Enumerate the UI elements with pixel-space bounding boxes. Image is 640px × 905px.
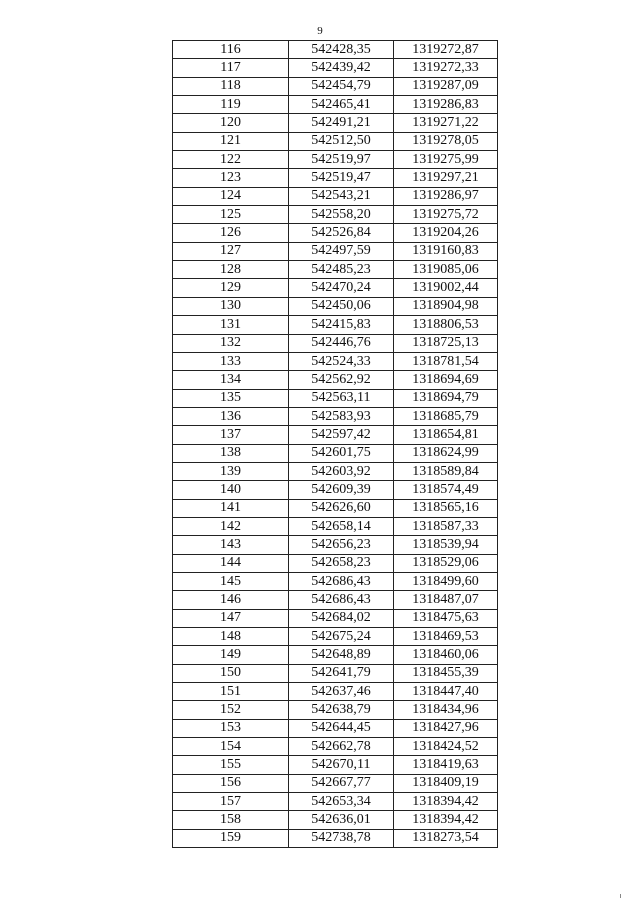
point-number-cell: 154 — [173, 738, 289, 756]
table-row — [173, 242, 498, 260]
point-number-cell: 159 — [173, 829, 289, 847]
point-number-cell: 123 — [173, 169, 289, 187]
y-coordinate-cell: 1318419,63 — [394, 756, 498, 774]
x-coordinate-cell: 542684,02 — [289, 609, 394, 627]
table-row — [173, 151, 498, 169]
point-number-cell: 130 — [173, 297, 289, 315]
point-number-cell: 150 — [173, 664, 289, 682]
x-coordinate-cell: 542662,78 — [289, 738, 394, 756]
point-number-cell: 145 — [173, 572, 289, 590]
table-row — [173, 389, 498, 407]
table-row — [173, 628, 498, 646]
y-coordinate-cell: 1318565,16 — [394, 499, 498, 517]
y-coordinate-cell: 1318487,07 — [394, 591, 498, 609]
y-coordinate-cell: 1319286,83 — [394, 96, 498, 114]
page-number: 9 — [317, 25, 323, 37]
y-coordinate-cell: 1318447,40 — [394, 683, 498, 701]
x-coordinate-cell: 542465,41 — [289, 96, 394, 114]
x-coordinate-cell: 542637,46 — [289, 683, 394, 701]
point-number-cell: 116 — [173, 41, 289, 59]
x-coordinate-cell: 542428,35 — [289, 41, 394, 59]
y-coordinate-cell: 1318434,96 — [394, 701, 498, 719]
x-coordinate-cell: 542450,06 — [289, 297, 394, 315]
point-number-cell: 129 — [173, 279, 289, 297]
x-coordinate-cell: 542686,43 — [289, 591, 394, 609]
y-coordinate-cell: 1319204,26 — [394, 224, 498, 242]
y-coordinate-cell: 1319287,09 — [394, 77, 498, 95]
point-number-cell: 156 — [173, 774, 289, 792]
point-number-cell: 136 — [173, 407, 289, 425]
table-row — [173, 206, 498, 224]
point-number-cell: 138 — [173, 444, 289, 462]
point-number-cell: 126 — [173, 224, 289, 242]
y-coordinate-cell: 1318694,69 — [394, 371, 498, 389]
table-row — [173, 481, 498, 499]
y-coordinate-cell: 1318624,99 — [394, 444, 498, 462]
table-row — [173, 701, 498, 719]
y-coordinate-cell: 1319272,33 — [394, 59, 498, 77]
x-coordinate-cell: 542686,43 — [289, 572, 394, 590]
point-number-cell: 152 — [173, 701, 289, 719]
x-coordinate-cell: 542641,79 — [289, 664, 394, 682]
x-coordinate-cell: 542562,92 — [289, 371, 394, 389]
table-row — [173, 829, 498, 847]
x-coordinate-cell: 542512,50 — [289, 132, 394, 150]
x-coordinate-cell: 542658,23 — [289, 554, 394, 572]
x-coordinate-cell: 542446,76 — [289, 334, 394, 352]
x-coordinate-cell: 542524,33 — [289, 352, 394, 370]
point-number-cell: 120 — [173, 114, 289, 132]
table-row — [173, 77, 498, 95]
y-coordinate-cell: 1318529,06 — [394, 554, 498, 572]
y-coordinate-cell: 1318475,63 — [394, 609, 498, 627]
x-coordinate-cell: 542738,78 — [289, 829, 394, 847]
y-coordinate-cell: 1319160,83 — [394, 242, 498, 260]
x-coordinate-cell: 542491,21 — [289, 114, 394, 132]
y-coordinate-cell: 1318589,84 — [394, 462, 498, 480]
table-row — [173, 462, 498, 480]
point-number-cell: 131 — [173, 316, 289, 334]
x-coordinate-cell: 542439,42 — [289, 59, 394, 77]
y-coordinate-cell: 1319286,97 — [394, 187, 498, 205]
x-coordinate-cell: 542675,24 — [289, 628, 394, 646]
y-coordinate-cell: 1319278,05 — [394, 132, 498, 150]
y-coordinate-cell: 1319272,87 — [394, 41, 498, 59]
point-number-cell: 124 — [173, 187, 289, 205]
y-coordinate-cell: 1318499,60 — [394, 572, 498, 590]
x-coordinate-cell: 542656,23 — [289, 536, 394, 554]
point-number-cell: 157 — [173, 793, 289, 811]
y-coordinate-cell: 1318725,13 — [394, 334, 498, 352]
point-number-cell: 147 — [173, 609, 289, 627]
point-number-cell: 118 — [173, 77, 289, 95]
y-coordinate-cell: 1318685,79 — [394, 407, 498, 425]
y-coordinate-cell: 1318654,81 — [394, 426, 498, 444]
point-number-cell: 143 — [173, 536, 289, 554]
x-coordinate-cell: 542519,47 — [289, 169, 394, 187]
table-row — [173, 756, 498, 774]
x-coordinate-cell: 542644,45 — [289, 719, 394, 737]
point-number-cell: 121 — [173, 132, 289, 150]
x-coordinate-cell: 542658,14 — [289, 517, 394, 535]
table-row — [173, 59, 498, 77]
point-number-cell: 146 — [173, 591, 289, 609]
table-row — [173, 169, 498, 187]
table-row — [173, 646, 498, 664]
y-coordinate-cell: 1319297,21 — [394, 169, 498, 187]
y-coordinate-cell: 1318781,54 — [394, 352, 498, 370]
y-coordinate-cell: 1318904,98 — [394, 297, 498, 315]
y-coordinate-cell: 1318539,94 — [394, 536, 498, 554]
x-coordinate-cell: 542563,11 — [289, 389, 394, 407]
y-coordinate-cell: 1319275,99 — [394, 151, 498, 169]
x-coordinate-cell: 542543,21 — [289, 187, 394, 205]
table-row — [173, 536, 498, 554]
x-coordinate-cell: 542648,89 — [289, 646, 394, 664]
table-row — [173, 371, 498, 389]
table-row — [173, 297, 498, 315]
y-coordinate-cell: 1318460,06 — [394, 646, 498, 664]
table-row — [173, 114, 498, 132]
table-row — [173, 316, 498, 334]
y-coordinate-cell: 1318469,53 — [394, 628, 498, 646]
point-number-cell: 151 — [173, 683, 289, 701]
coordinates-table — [172, 40, 498, 848]
x-coordinate-cell: 542519,97 — [289, 151, 394, 169]
x-coordinate-cell: 542609,39 — [289, 481, 394, 499]
scan-mark — [620, 894, 621, 898]
table-row — [173, 793, 498, 811]
x-coordinate-cell: 542558,20 — [289, 206, 394, 224]
y-coordinate-cell: 1318427,96 — [394, 719, 498, 737]
x-coordinate-cell: 542638,79 — [289, 701, 394, 719]
point-number-cell: 144 — [173, 554, 289, 572]
table-row — [173, 279, 498, 297]
point-number-cell: 119 — [173, 96, 289, 114]
point-number-cell: 125 — [173, 206, 289, 224]
point-number-cell: 148 — [173, 628, 289, 646]
table-row — [173, 41, 498, 59]
point-number-cell: 158 — [173, 811, 289, 829]
table-row — [173, 572, 498, 590]
y-coordinate-cell: 1318394,42 — [394, 811, 498, 829]
x-coordinate-cell: 542670,11 — [289, 756, 394, 774]
point-number-cell: 153 — [173, 719, 289, 737]
table-row — [173, 517, 498, 535]
x-coordinate-cell: 542597,42 — [289, 426, 394, 444]
y-coordinate-cell: 1318273,54 — [394, 829, 498, 847]
table-row — [173, 609, 498, 627]
table-row — [173, 132, 498, 150]
point-number-cell: 149 — [173, 646, 289, 664]
y-coordinate-cell: 1319002,44 — [394, 279, 498, 297]
table-row — [173, 426, 498, 444]
point-number-cell: 127 — [173, 242, 289, 260]
table-row — [173, 444, 498, 462]
table-row — [173, 261, 498, 279]
point-number-cell: 122 — [173, 151, 289, 169]
x-coordinate-cell: 542454,79 — [289, 77, 394, 95]
y-coordinate-cell: 1318409,19 — [394, 774, 498, 792]
point-number-cell: 141 — [173, 499, 289, 517]
table-row — [173, 224, 498, 242]
point-number-cell: 128 — [173, 261, 289, 279]
point-number-cell: 137 — [173, 426, 289, 444]
y-coordinate-cell: 1318394,42 — [394, 793, 498, 811]
x-coordinate-cell: 542526,84 — [289, 224, 394, 242]
table-row — [173, 352, 498, 370]
point-number-cell: 135 — [173, 389, 289, 407]
y-coordinate-cell: 1319085,06 — [394, 261, 498, 279]
x-coordinate-cell: 542603,92 — [289, 462, 394, 480]
table-row — [173, 683, 498, 701]
point-number-cell: 134 — [173, 371, 289, 389]
y-coordinate-cell: 1318694,79 — [394, 389, 498, 407]
table-row — [173, 738, 498, 756]
y-coordinate-cell: 1318455,39 — [394, 664, 498, 682]
table-row — [173, 187, 498, 205]
x-coordinate-cell: 542601,75 — [289, 444, 394, 462]
x-coordinate-cell: 542485,23 — [289, 261, 394, 279]
point-number-cell: 132 — [173, 334, 289, 352]
table-row — [173, 407, 498, 425]
point-number-cell: 133 — [173, 352, 289, 370]
table-row — [173, 811, 498, 829]
y-coordinate-cell: 1318587,33 — [394, 517, 498, 535]
table-row — [173, 774, 498, 792]
y-coordinate-cell: 1319271,22 — [394, 114, 498, 132]
x-coordinate-cell: 542415,83 — [289, 316, 394, 334]
table-row — [173, 96, 498, 114]
table-row — [173, 719, 498, 737]
x-coordinate-cell: 542626,60 — [289, 499, 394, 517]
coordinates-table-body — [173, 41, 498, 848]
table-row — [173, 664, 498, 682]
x-coordinate-cell: 542583,93 — [289, 407, 394, 425]
y-coordinate-cell: 1318574,49 — [394, 481, 498, 499]
point-number-cell: 117 — [173, 59, 289, 77]
table-row — [173, 591, 498, 609]
point-number-cell: 142 — [173, 517, 289, 535]
x-coordinate-cell: 542497,59 — [289, 242, 394, 260]
y-coordinate-cell: 1318806,53 — [394, 316, 498, 334]
y-coordinate-cell: 1319275,72 — [394, 206, 498, 224]
table-row — [173, 499, 498, 517]
point-number-cell: 140 — [173, 481, 289, 499]
y-coordinate-cell: 1318424,52 — [394, 738, 498, 756]
x-coordinate-cell: 542636,01 — [289, 811, 394, 829]
x-coordinate-cell: 542667,77 — [289, 774, 394, 792]
table-row — [173, 334, 498, 352]
point-number-cell: 155 — [173, 756, 289, 774]
x-coordinate-cell: 542653,34 — [289, 793, 394, 811]
point-number-cell: 139 — [173, 462, 289, 480]
x-coordinate-cell: 542470,24 — [289, 279, 394, 297]
table-row — [173, 554, 498, 572]
